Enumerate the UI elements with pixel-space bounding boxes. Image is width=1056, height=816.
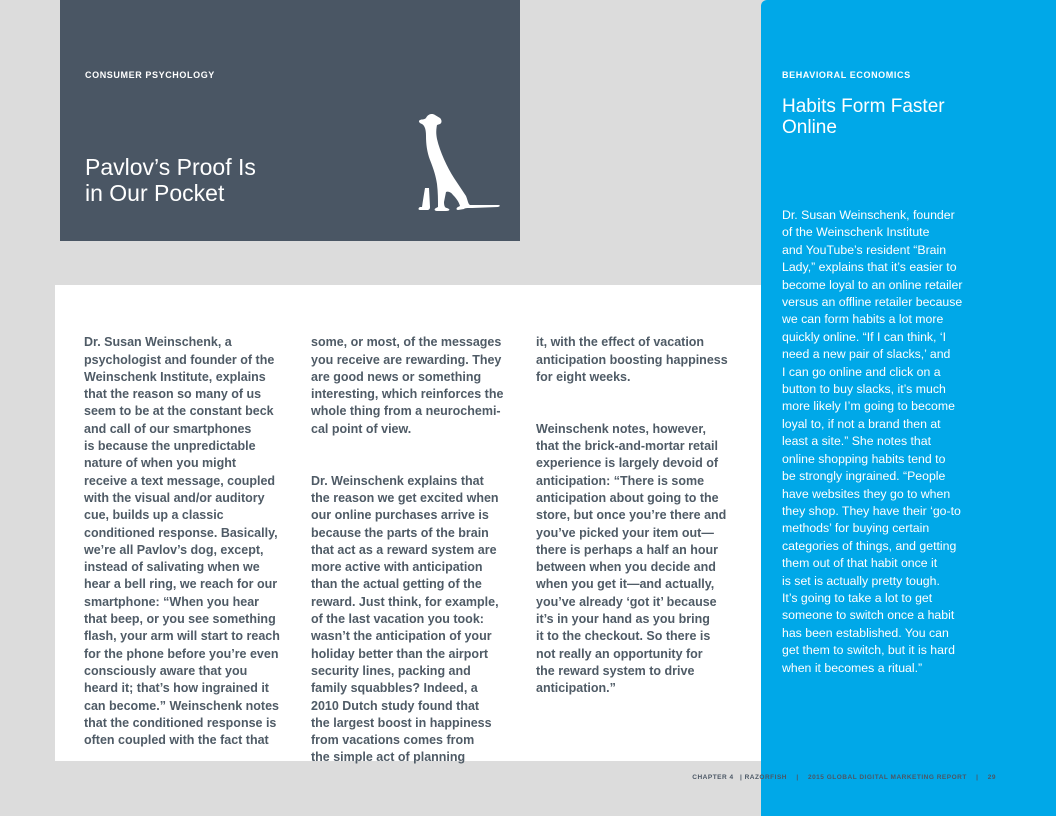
sidebar-panel	[761, 0, 1056, 816]
paragraph: Weinschenk notes, however, that the brick-and-mortar retail experience is largely devoid of anticipation: “There is some anticipation about going to the store, but once you’re there and you’ve picked your item out— there is perhaps a half an hour between when you decide and when you get it—and actually, you’ve already ‘got it’ because it’s in your hand as you bring it to the checkout. So there is not really an opportunity for the reward system to drive anticipation.”	[536, 421, 727, 696]
sidebar-kicker: BEHAVIORAL ECONOMICS	[782, 70, 911, 80]
footer-brand: | RAZORFISH	[739, 774, 787, 781]
footer-separator: |	[976, 774, 979, 781]
article-column-1	[84, 317, 300, 767]
paragraph: Dr. Weinschenk explains that the reason we get excited when our online purchases arrive is because the parts of the brain that act as a reward system are more active with anticipation than the actual getting of the reward. Just think, for example, of the last vacation you took: wasn’t the anticipation of your holiday better than the airport security lines, packing and family squabbles? Indeed, a 2010 Dutch study found that the largest boost in happiness from vacations comes from the simple act of planning	[311, 473, 499, 765]
hero-kicker: CONSUMER PSYCHOLOGY	[85, 70, 215, 80]
sitting-dog-icon	[412, 112, 508, 214]
hero-title: Pavlov’s Proof Is in Our Pocket	[85, 154, 256, 206]
page-footer	[690, 774, 998, 781]
paragraph: Dr. Susan Weinschenk, a psychologist and founder of the Weinschenk Institute, explains that the reason so many of us seem to be at the constant beck and call of our smartphones is because the unpredictable nature of when you might receive a text message, coupled with the visual and/or auditory cue, builds up a classic conditioned response. Basically, we’re all Pavlov’s dog, except, instead of salivating when we hear a bell ring, we reach for our smartphone: “When you hear that beep, or you see something flash, your arm will start to reach for the phone before you’re even consciously aware that you heard it; that’s how ingrained it can become.” Weinschenk notes that the conditioned response is often coupled with the fact that	[84, 335, 280, 748]
paragraph: it, with the effect of vacation anticipation boosting happiness for eight weeks.	[536, 335, 728, 384]
footer-separator: |	[796, 774, 799, 781]
hero-panel	[60, 0, 520, 241]
footer-chapter: CHAPTER 4	[692, 774, 734, 781]
footer-report: 2015 GLOBAL DIGITAL MARKETING REPORT	[807, 774, 967, 781]
article-column-3	[536, 317, 752, 715]
sidebar-body: Dr. Susan Weinschenk, founder of the Weinschenk Institute and YouTube’s resident “Brain Lady,” explains that it’s easier to become loyal to an online retailer versus an offline retailer because we can form habits a lot more quickly online. “If I can think, ‘I need a new pair of slacks,’ and I can go online and click on a button to buy slacks, it’s much more likely I’m going to become loyal to, if not a brand then at least a site.” She notes that online shopping habits tend to be strongly ingrained. “People have websites they go to when they shop. They have their ‘go-to methods’ for buying certain categories of things, and getting them out of that habit once it is set is actually pretty tough. It’s going to take a lot to get someone to switch once a habit has been established. You can get them to switch, but it is hard when it becomes a ritual.”	[782, 208, 963, 675]
article-panel	[55, 285, 762, 765]
sidebar-title: Habits Form Faster Online	[782, 96, 945, 138]
footer-page-number: 29	[987, 774, 996, 781]
paragraph: some, or most, of the messages you receive are rewarding. They are good news or something interesting, which reinforces the whole thing from a neurochemi- cal point of view.	[311, 335, 504, 436]
article-column-2	[311, 317, 527, 784]
